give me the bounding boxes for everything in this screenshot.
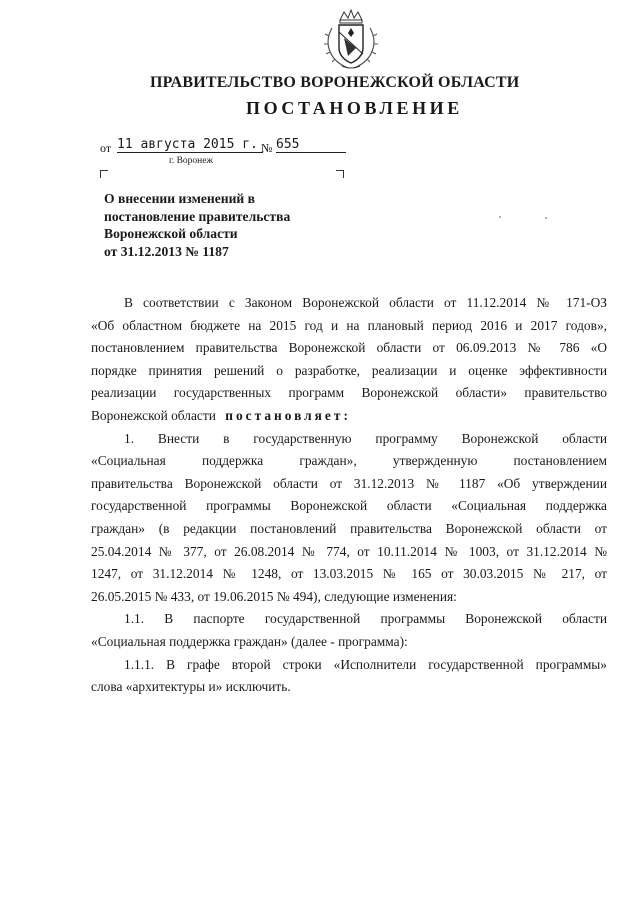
body-line: 1.1. В паспорте государственной программы Воронежской области bbox=[124, 611, 607, 627]
body-line: В соответствии с Законом Воронежской области от 11.12.2014 № 171-ОЗ bbox=[124, 295, 607, 310]
subject-line: постановление правительства bbox=[104, 208, 291, 224]
subject-line: от 31.12.2013 № 1187 bbox=[104, 243, 229, 259]
body-line: «Социальная поддержка граждан», утвержденную постановлением bbox=[91, 453, 607, 469]
body-line: правительства Воронежской области от 31.12.2013 № 1187 «Об утверждении bbox=[91, 475, 607, 491]
body-line: 1. Внести в государственную программу Воронежской области bbox=[124, 430, 607, 446]
from-label: от bbox=[100, 141, 112, 155]
body-line: постановлением правительства Воронежской области от 06.09.2013 № 786 «О bbox=[91, 340, 607, 356]
body-line: 26.05.2015 № 433, от 19.06.2015 № 494), следующие изменения: bbox=[91, 588, 457, 604]
body-line: 25.04.2014 № 377, от 26.08.2014 № 774, от 10.11.2014 № 1003, от 31.12.2014 № bbox=[91, 543, 607, 559]
subject-line: Воронежской области bbox=[104, 226, 238, 241]
body-line: «Об областном бюджете на 2015 год и на плановый период 2016 и 2017 годов», bbox=[91, 317, 607, 333]
decree-number: 655 bbox=[276, 137, 346, 153]
voronezh-coat-of-arms-icon bbox=[318, 8, 384, 72]
body-line: государственной программы Воронежской области «Социальная поддержка bbox=[91, 498, 607, 514]
body-line: граждан» (в редакции постановлений правительства Воронежской области от bbox=[91, 520, 607, 536]
corner-mark-right bbox=[336, 170, 344, 178]
body-line: слова «архитектуры и» исключить. bbox=[91, 679, 291, 695]
number-label: № bbox=[261, 141, 273, 155]
body-line: «Социальная поддержка граждан» (далее - программа): bbox=[91, 633, 408, 649]
scan-speck bbox=[499, 216, 501, 218]
body-line: 1.1.1. В графе второй строки «Исполнители государственной программы» bbox=[124, 656, 607, 672]
scan-speck bbox=[545, 217, 547, 219]
body-line bbox=[91, 405, 607, 428]
decree-subject bbox=[104, 190, 290, 260]
decree-date: 11 августа 2015 г. bbox=[117, 137, 263, 153]
city-label: г. Воронеж bbox=[169, 156, 214, 166]
decree-body bbox=[91, 292, 607, 699]
subject-line: О внесении изменений в bbox=[104, 191, 255, 206]
document-type: ПОСТАНОВЛЕНИЕ bbox=[246, 98, 463, 118]
body-line: 1247, от 31.12.2014 № 1248, от 13.03.2015 № 165 от 30.03.2015 № 217, от bbox=[91, 566, 607, 582]
body-line-text: Воронежской области bbox=[91, 407, 216, 423]
body-line: порядке принятия решений о разработке, реализации и оценке эффективности bbox=[91, 362, 607, 378]
decree-word: постановляет: bbox=[225, 407, 351, 423]
government-title: ПРАВИТЕЛЬСТВО ВОРОНЕЖСКОЙ ОБЛАСТИ bbox=[150, 74, 520, 91]
body-line: реализации государственных программ Воронежской области» правительство bbox=[91, 385, 607, 401]
corner-mark-left bbox=[100, 170, 108, 178]
